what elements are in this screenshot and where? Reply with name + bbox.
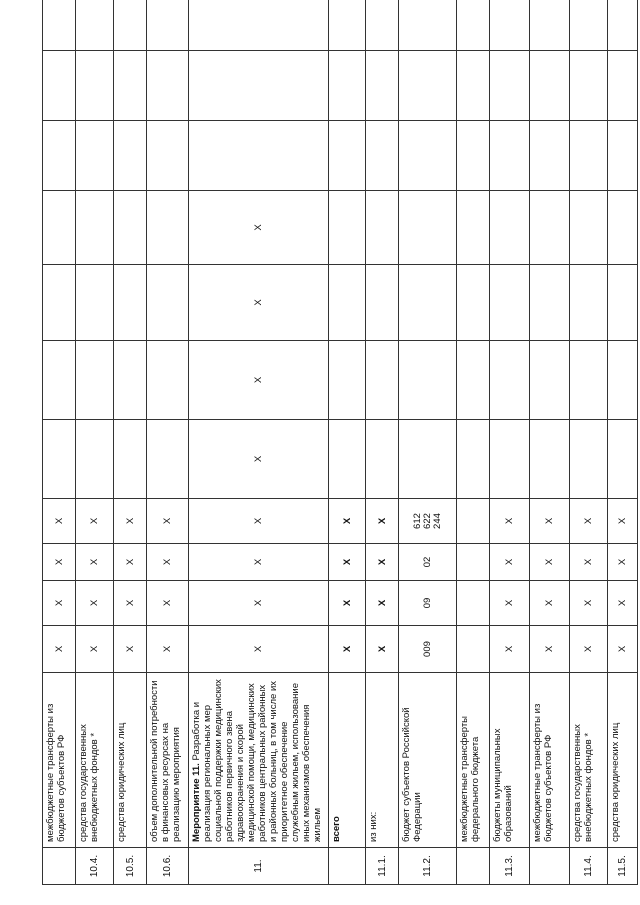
code-grbs: X — [570, 626, 608, 673]
value-cell — [147, 0, 189, 51]
budget-table — [42, 0, 638, 885]
row-name — [147, 673, 189, 848]
code-pr: X — [189, 544, 329, 581]
value-cell — [76, 191, 114, 265]
value-cell — [76, 121, 114, 191]
table-row — [329, 0, 366, 885]
value-cell — [189, 51, 329, 121]
code-vr: X — [530, 499, 570, 544]
row-number — [530, 848, 570, 885]
value-cell: X — [189, 420, 329, 499]
row-number: 10.4. — [76, 848, 114, 885]
row-name-text: межбюджетные трансферты федерального бюджета — [459, 715, 481, 842]
row-number: 10.6. — [147, 848, 189, 885]
row-name-text: межбюджетные трансферты из бюджетов субъектов РФ — [45, 703, 67, 842]
code-vr: X — [76, 499, 114, 544]
code-grbs: X — [189, 626, 329, 673]
value-cell — [114, 0, 147, 51]
value-cell — [457, 121, 490, 191]
row-name-text: Разработка и реализация региональных мер социальной поддержки медицинских работников первичного звена здравоохранения и скорой медицинской помощи, медицинских работников центральных районных и районных больниц, в том числе их приоритетное обеспечение служебным жильем, использование иных механизмов обеспечения жильем — [191, 679, 323, 842]
row-name-text: средства государственных внебюджетных фондов * — [572, 724, 594, 842]
table-row — [76, 0, 114, 885]
value-cell — [608, 265, 638, 341]
code-grbs — [457, 626, 490, 673]
value-cell — [114, 420, 147, 499]
value-cell — [329, 51, 366, 121]
row-name — [530, 673, 570, 848]
row-number: 11. — [189, 848, 329, 885]
value-cell — [43, 121, 76, 191]
value-cell — [399, 191, 457, 265]
code-pr — [457, 544, 490, 581]
row-name-text: бюджет субъектов Российской Федерации — [401, 707, 423, 842]
value-cell — [329, 341, 366, 420]
code-rz: X — [114, 581, 147, 626]
row-name-text: межбюджетные трансферты из бюджетов субъектов РФ — [532, 703, 554, 842]
value-cell — [43, 341, 76, 420]
measure-label: Мероприятие 11. — [191, 763, 202, 842]
value-cell — [147, 420, 189, 499]
vr-code: 612 — [411, 513, 423, 529]
code-rz: X — [76, 581, 114, 626]
value-cell — [399, 0, 457, 51]
value-cell — [399, 121, 457, 191]
value-cell — [43, 420, 76, 499]
value-cell — [43, 51, 76, 121]
value-cell — [329, 121, 366, 191]
value-cell — [457, 265, 490, 341]
table-row — [570, 0, 608, 885]
value-cell — [366, 51, 399, 121]
value-cell — [490, 51, 530, 121]
code-vr: X — [43, 499, 76, 544]
code-grbs: X — [608, 626, 638, 673]
value-cell — [570, 191, 608, 265]
value-cell — [76, 420, 114, 499]
row-number: 11.2. — [399, 848, 457, 885]
value-cell — [329, 265, 366, 341]
value-cell — [399, 265, 457, 341]
table-row — [608, 0, 638, 885]
value-cell — [570, 420, 608, 499]
value-cell — [570, 341, 608, 420]
value-cell: X — [189, 341, 329, 420]
value-cell — [608, 191, 638, 265]
row-name-text: из них: — [368, 811, 379, 842]
row-name — [329, 673, 366, 848]
value-cell — [530, 265, 570, 341]
code-rz: 09 — [399, 581, 457, 626]
row-name-text: средства юридических лиц — [610, 722, 621, 842]
value-cell — [147, 341, 189, 420]
code-grbs: X — [76, 626, 114, 673]
row-number: 11.4. — [570, 848, 608, 885]
value-cell — [147, 121, 189, 191]
value-cell — [530, 341, 570, 420]
code-pr: X — [43, 544, 76, 581]
value-cell — [76, 265, 114, 341]
row-number — [43, 848, 76, 885]
value-cell — [530, 420, 570, 499]
code-rz: X — [608, 581, 638, 626]
code-vr — [457, 499, 490, 544]
value-cell — [114, 265, 147, 341]
value-cell — [490, 265, 530, 341]
value-cell — [490, 420, 530, 499]
value-cell — [147, 191, 189, 265]
row-name — [76, 673, 114, 848]
value-cell — [114, 191, 147, 265]
value-cell — [570, 0, 608, 51]
code-rz: X — [147, 581, 189, 626]
value-cell: X — [189, 265, 329, 341]
code-rz: X — [329, 581, 366, 626]
row-name — [490, 673, 530, 848]
rotated-table-container — [42, 15, 628, 885]
row-name — [114, 673, 147, 848]
value-cell — [189, 121, 329, 191]
code-rz: X — [366, 581, 399, 626]
table-row — [114, 0, 147, 885]
value-cell — [147, 51, 189, 121]
row-number: 11.3. — [490, 848, 530, 885]
value-cell — [457, 51, 490, 121]
row-name-text: всего — [331, 816, 342, 842]
code-vr: X — [189, 499, 329, 544]
value-cell — [570, 265, 608, 341]
value-cell — [114, 341, 147, 420]
code-pr: X — [608, 544, 638, 581]
value-cell — [457, 420, 490, 499]
code-pr: X — [530, 544, 570, 581]
code-grbs: X — [490, 626, 530, 673]
value-cell — [399, 341, 457, 420]
code-pr: X — [329, 544, 366, 581]
code-vr — [399, 499, 457, 544]
row-name — [399, 673, 457, 848]
row-name-text: объем дополнительной потребности в финансовых ресурсах на реализацию мероприятия — [149, 680, 182, 842]
value-cell — [43, 265, 76, 341]
value-cell — [608, 0, 638, 51]
code-grbs: X — [366, 626, 399, 673]
value-cell — [114, 51, 147, 121]
code-pr: X — [114, 544, 147, 581]
code-grbs: X — [147, 626, 189, 673]
value-cell — [530, 121, 570, 191]
value-cell — [530, 191, 570, 265]
row-number — [457, 848, 490, 885]
value-cell — [366, 121, 399, 191]
row-number: 11.5. — [608, 848, 638, 885]
row-name — [366, 673, 399, 848]
value-cell: X — [189, 191, 329, 265]
value-cell — [608, 341, 638, 420]
vr-code: 244 — [431, 513, 443, 529]
table-row — [189, 0, 329, 885]
row-number: 10.5. — [114, 848, 147, 885]
code-pr: X — [76, 544, 114, 581]
code-grbs: X — [530, 626, 570, 673]
value-cell — [43, 0, 76, 51]
code-vr: X — [114, 499, 147, 544]
value-cell — [329, 420, 366, 499]
value-cell — [608, 51, 638, 121]
table-row — [530, 0, 570, 885]
value-cell — [608, 121, 638, 191]
code-pr: X — [147, 544, 189, 581]
row-name-text: средства государственных внебюджетных фондов * — [78, 724, 100, 842]
code-grbs: 009 — [399, 626, 457, 673]
code-pr: 02 — [399, 544, 457, 581]
code-pr: X — [366, 544, 399, 581]
value-cell — [147, 265, 189, 341]
value-cell — [530, 51, 570, 121]
code-rz: X — [189, 581, 329, 626]
row-name-text: бюджеты муниципальных образований — [492, 728, 514, 842]
value-cell — [399, 420, 457, 499]
row-name — [457, 673, 490, 848]
value-cell — [189, 0, 329, 51]
code-grbs: X — [43, 626, 76, 673]
code-rz: X — [530, 581, 570, 626]
table-row — [147, 0, 189, 885]
table-body — [43, 0, 638, 885]
value-cell — [43, 191, 76, 265]
code-rz: X — [490, 581, 530, 626]
value-cell — [366, 420, 399, 499]
row-number: 11.1. — [366, 848, 399, 885]
value-cell — [570, 121, 608, 191]
row-name — [608, 673, 638, 848]
table-row — [490, 0, 530, 885]
code-pr: X — [570, 544, 608, 581]
code-rz: X — [43, 581, 76, 626]
value-cell — [366, 341, 399, 420]
table-row — [399, 0, 457, 885]
table-row — [457, 0, 490, 885]
value-cell — [490, 341, 530, 420]
code-rz — [457, 581, 490, 626]
code-grbs: X — [114, 626, 147, 673]
value-cell — [490, 121, 530, 191]
code-pr: X — [490, 544, 530, 581]
value-cell — [76, 0, 114, 51]
value-cell — [114, 121, 147, 191]
value-cell — [530, 0, 570, 51]
row-number — [329, 848, 366, 885]
code-rz: X — [570, 581, 608, 626]
row-name — [570, 673, 608, 848]
value-cell — [76, 341, 114, 420]
value-cell — [329, 191, 366, 265]
value-cell — [490, 191, 530, 265]
vr-code: 622 — [421, 513, 433, 529]
value-cell — [570, 51, 608, 121]
row-name — [43, 673, 76, 848]
value-cell — [490, 0, 530, 51]
row-name-text: средства юридических лиц — [116, 722, 127, 842]
code-vr: X — [570, 499, 608, 544]
value-cell — [329, 0, 366, 51]
value-cell — [457, 0, 490, 51]
table-row — [366, 0, 399, 885]
value-cell — [366, 265, 399, 341]
table-row — [43, 0, 76, 885]
row-name — [189, 673, 329, 848]
code-vr: X — [329, 499, 366, 544]
value-cell — [608, 420, 638, 499]
code-vr: X — [147, 499, 189, 544]
value-cell — [366, 191, 399, 265]
value-cell — [457, 341, 490, 420]
value-cell — [399, 51, 457, 121]
code-grbs: X — [329, 626, 366, 673]
value-cell — [76, 51, 114, 121]
code-vr: X — [366, 499, 399, 544]
code-vr: X — [608, 499, 638, 544]
code-vr: X — [490, 499, 530, 544]
value-cell — [366, 0, 399, 51]
value-cell — [457, 191, 490, 265]
